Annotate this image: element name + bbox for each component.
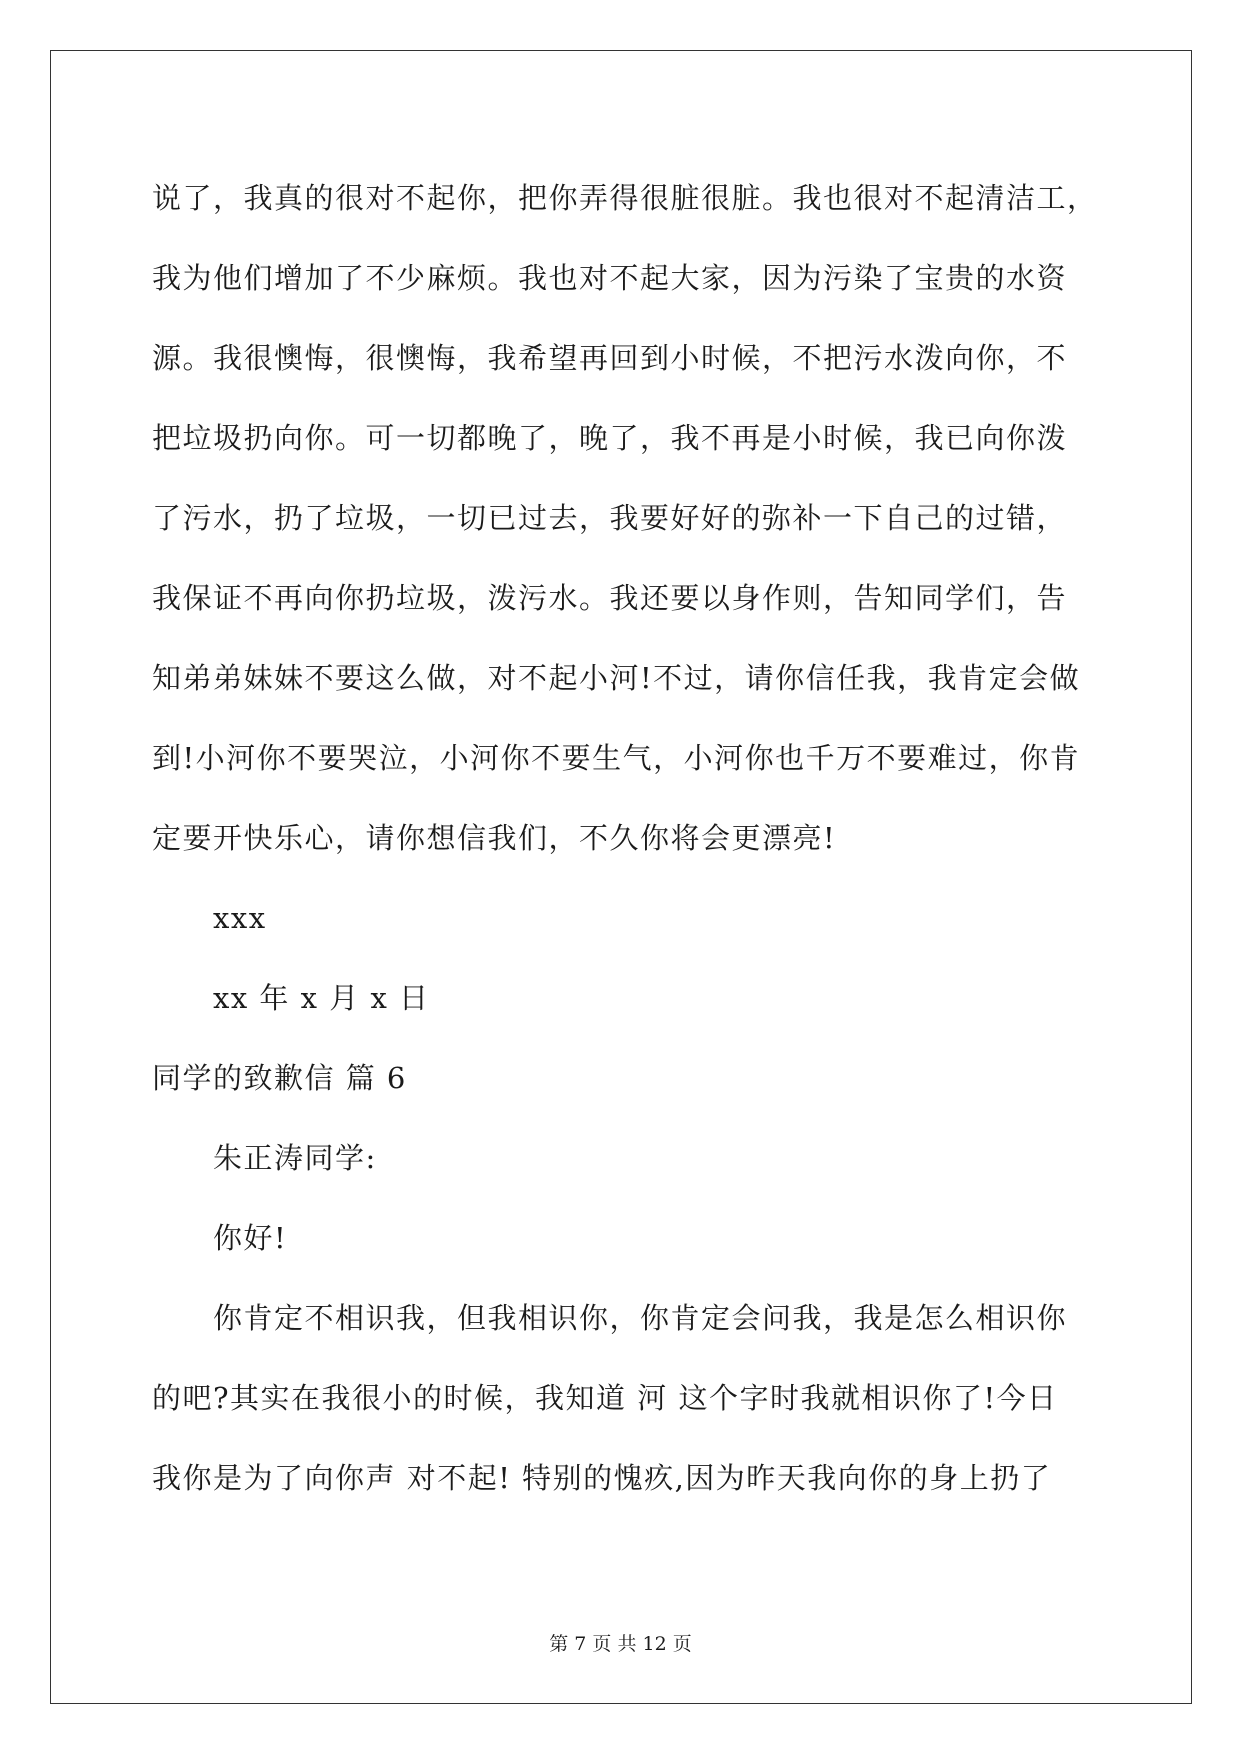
body-line: 我为他们增加了不少麻烦。我也对不起大家，因为污染了宝贵的水资	[152, 261, 1068, 295]
page-footer: 第 7 页 共 12 页	[549, 1633, 692, 1655]
section-title: 同学的致歉信 篇 6	[152, 1061, 407, 1095]
body-line: 知弟弟妹妹不要这么做，对不起小河!不过，请你信任我，我肯定会做	[152, 661, 1081, 695]
body-line: 我你是为了向你声 对不起! 特别的愧疚,因为昨天我向你的身上扔了	[152, 1461, 1052, 1495]
page-border	[50, 50, 1192, 1704]
signature: xxx	[213, 901, 267, 935]
body-line: 我保证不再向你扔垃圾，泼污水。我还要以身作则，告知同学们，告	[152, 581, 1068, 615]
body-line: 了污水，扔了垃圾，一切已过去，我要好好的弥补一下自己的过错，	[152, 501, 1068, 535]
body-line: 的吧?其实在我很小的时候，我知道 河 这个字时我就相识你了!今日	[152, 1381, 1058, 1415]
body-line: 把垃圾扔向你。可一切都晚了，晚了，我不再是小时候，我已向你泼	[152, 421, 1068, 455]
salutation: 朱正涛同学:	[213, 1141, 377, 1175]
body-line: 你肯定不相识我，但我相识你，你肯定会问我，我是怎么相识你	[213, 1301, 1068, 1335]
body-line: 源。我很懊悔，很懊悔，我希望再回到小时候，不把污水泼向你，不	[152, 341, 1068, 375]
body-line: 说了，我真的很对不起你，把你弄得很脏很脏。我也很对不起清洁工，	[152, 181, 1098, 215]
body-line: 到!小河你不要哭泣，小河你不要生气，小河你也千万不要难过，你肯	[152, 741, 1081, 775]
greeting: 你好!	[213, 1221, 288, 1255]
letter-date: xx 年 x 月 x 日	[213, 981, 430, 1015]
body-line: 定要开快乐心，请你想信我们，不久你将会更漂亮!	[152, 821, 837, 855]
